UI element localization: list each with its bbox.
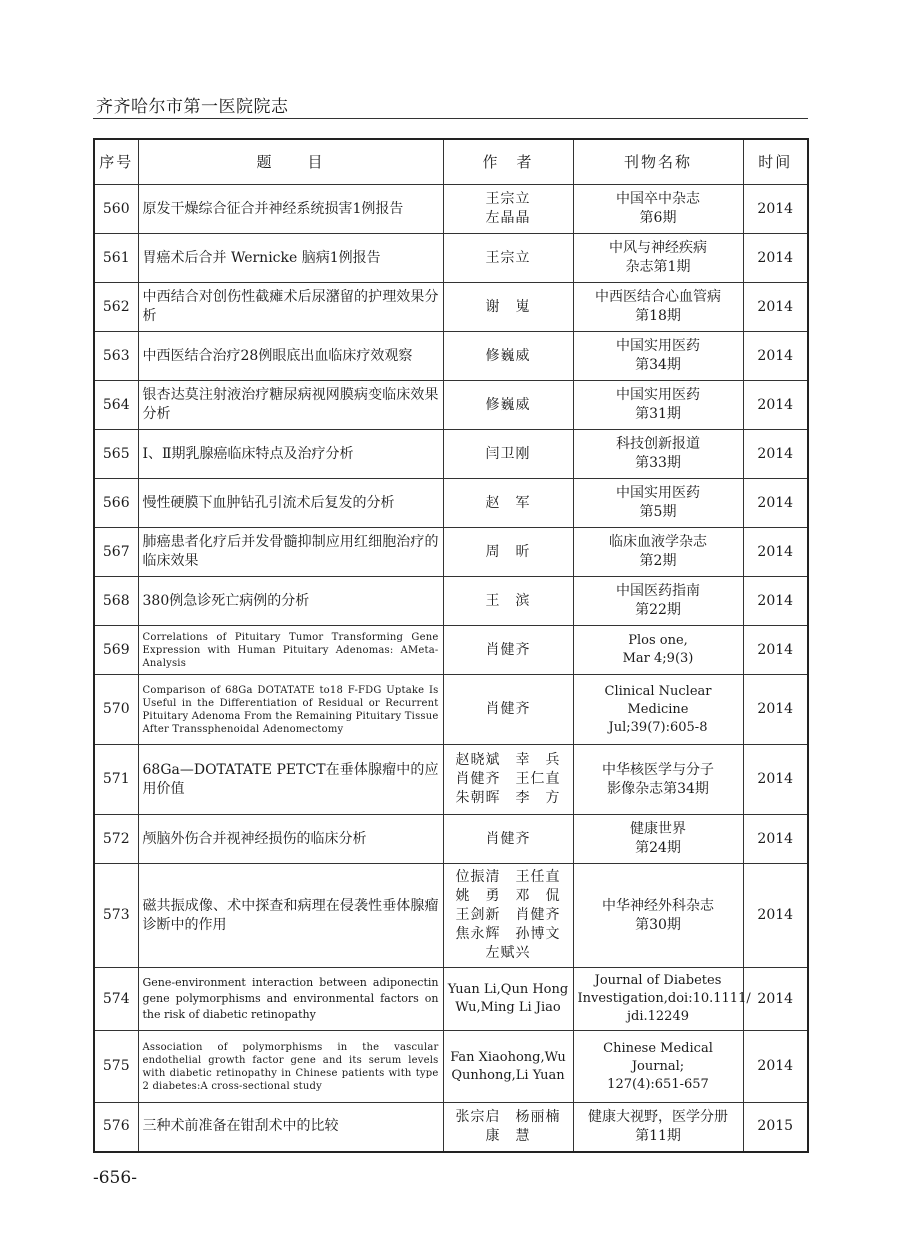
- journal-line: 中国实用医药: [616, 387, 700, 403]
- author-line: 王剑新 肖健齐: [455, 907, 561, 923]
- journal-line: jdi.12249: [627, 1009, 689, 1024]
- table-row: [94, 430, 808, 479]
- author-line: 焦永辉 孙博文: [455, 926, 561, 942]
- cell-authors: [443, 577, 573, 626]
- cell-no: 565: [94, 430, 138, 479]
- author-line: 王宗立: [485, 191, 531, 207]
- author-line: 左晶晶: [485, 210, 531, 226]
- column-header-no: 序号: [94, 139, 138, 185]
- journal-line: Jul;39(7):605-8: [608, 719, 708, 735]
- cell-title: 原发干燥综合征合并神经系统损害1例报告: [138, 185, 443, 234]
- cell-authors: [443, 332, 573, 381]
- cell-title: Ⅰ、Ⅱ期乳腺癌临床特点及治疗分析: [138, 430, 443, 479]
- table-row: [94, 234, 808, 283]
- cell-title: 中西结合对创伤性截瘫术后尿潴留的护理效果分析: [138, 283, 443, 332]
- journal-line: 中国卒中杂志: [616, 191, 700, 207]
- cell-journal: [573, 479, 743, 528]
- cell-year: 2014: [743, 864, 808, 968]
- journal-line: 第11期: [635, 1127, 681, 1144]
- cell-no: 567: [94, 528, 138, 577]
- table-row: [94, 185, 808, 234]
- cell-journal: [573, 968, 751, 1031]
- cell-no: 562: [94, 283, 138, 332]
- author-line: 朱朝晖 李 方: [455, 790, 561, 806]
- journal-line: Medicine: [627, 701, 689, 717]
- cell-title: 68Ga—DOTATATE PETCT在垂体腺瘤中的应用价值: [138, 745, 443, 815]
- cell-title: Correlations of Pituitary Tumor Transforming Gene Expression with Human Pituitary Adenomas: AMeta-Analysis: [138, 626, 443, 675]
- author-line: 位振清 王任直: [455, 869, 561, 885]
- author-line: Yuan Li,Qun Hong: [447, 982, 569, 997]
- table-row: [94, 1103, 808, 1152]
- author-line: 肖健齐 王仁直: [455, 771, 561, 787]
- author-line: 修巍威: [485, 396, 531, 413]
- author-line: 王 滨: [485, 592, 531, 609]
- column-header-year: 时间: [743, 139, 808, 185]
- journal-line: 中风与神经疾病: [609, 240, 707, 256]
- cell-no: 560: [94, 185, 138, 234]
- author-line: 王宗立: [485, 249, 531, 266]
- journal-line: 健康大视野，医学分册: [588, 1108, 728, 1125]
- cell-no: 563: [94, 332, 138, 381]
- cell-title: 中西医结合治疗28例眼底出血临床疗效观察: [138, 332, 443, 381]
- table-row: [94, 283, 808, 332]
- journal-line: Mar 4;9(3): [622, 651, 694, 666]
- author-line: 姚 勇 邓 侃: [455, 888, 561, 904]
- journal-line: 杂志第1期: [625, 259, 691, 275]
- journal-line: 中华神经外科杂志: [602, 897, 714, 914]
- cell-year: 2014: [743, 626, 808, 675]
- cell-no: 569: [94, 626, 138, 675]
- journal-line: 第33期: [635, 455, 681, 471]
- author-line: 赵 军: [485, 494, 531, 511]
- cell-title: 肺癌患者化疗后并发骨髓抑制应用红细胞治疗的临床效果: [138, 528, 443, 577]
- cell-no: 570: [94, 675, 138, 745]
- table-row: [94, 577, 808, 626]
- cell-year: 2014: [743, 381, 808, 430]
- journal-line: 健康世界: [630, 821, 686, 837]
- cell-year: 2014: [743, 234, 808, 283]
- author-line: 康 慧: [485, 1127, 531, 1144]
- table-row: [94, 626, 808, 675]
- journal-line: 第30期: [635, 916, 681, 933]
- cell-year: 2014: [743, 430, 808, 479]
- cell-journal: [573, 577, 743, 626]
- publication-table: [93, 138, 809, 1153]
- cell-authors: [443, 815, 573, 864]
- cell-journal: [573, 815, 743, 864]
- cell-journal: [573, 234, 743, 283]
- cell-journal: [573, 745, 743, 815]
- journal-line: 第31期: [635, 406, 681, 422]
- cell-no: 572: [94, 815, 138, 864]
- cell-no: 574: [94, 968, 138, 1031]
- cell-authors: [443, 675, 573, 745]
- cell-title: 磁共振成像、术中探查和病理在侵袭性垂体腺瘤诊断中的作用: [138, 864, 443, 968]
- journal-line: 中国医药指南: [616, 583, 700, 599]
- author-line: 肖健齐: [485, 701, 531, 717]
- table-row: [94, 745, 808, 815]
- author-line: Fan Xiaohong,Wu: [450, 1049, 566, 1065]
- journal-line: 第34期: [635, 357, 681, 373]
- cell-no: 566: [94, 479, 138, 528]
- table-row: [94, 381, 808, 430]
- author-line: Wu,Ming Li Jiao: [455, 1000, 561, 1015]
- cell-journal: [573, 332, 743, 381]
- author-line: 肖健齐: [485, 830, 531, 847]
- cell-journal: [573, 864, 743, 968]
- cell-year: 2014: [743, 332, 808, 381]
- journal-line: 第22期: [635, 602, 681, 618]
- cell-year: 2014: [743, 745, 808, 815]
- cell-journal: [573, 1031, 743, 1103]
- cell-authors: [443, 234, 573, 283]
- page-header-title: 齐齐哈尔市第一医院院志: [96, 97, 289, 117]
- cell-year: 2014: [743, 528, 808, 577]
- cell-no: 571: [94, 745, 138, 815]
- cell-authors: [443, 1031, 573, 1103]
- cell-title: 胃癌术后合并 Wernicke 脑病1例报告: [138, 234, 443, 283]
- table-row: [94, 864, 808, 968]
- cell-no: 568: [94, 577, 138, 626]
- cell-title: 380例急诊死亡病例的分析: [138, 577, 443, 626]
- author-line: Qunhong,Li Yuan: [451, 1067, 565, 1083]
- cell-journal: [573, 528, 743, 577]
- page-number: -656-: [93, 1168, 137, 1188]
- author-line: 谢 嵬: [485, 298, 531, 315]
- journal-line: 临床血液学杂志: [609, 534, 707, 550]
- cell-journal: [573, 185, 743, 234]
- journal-line: Clinical Nuclear: [604, 683, 712, 699]
- cell-title: 银杏达莫注射液治疗糖尿病视网膜病变临床效果分析: [138, 381, 443, 430]
- cell-year: 2014: [743, 283, 808, 332]
- cell-year: 2014: [743, 675, 808, 745]
- journal-line: 影像杂志第34期: [607, 780, 709, 797]
- cell-year: 2014: [743, 577, 808, 626]
- cell-authors: [443, 968, 573, 1031]
- cell-title: 颅脑外伤合并视神经损伤的临床分析: [138, 815, 443, 864]
- table-header-row: [94, 139, 808, 185]
- cell-no: 575: [94, 1031, 138, 1103]
- cell-authors: [443, 381, 573, 430]
- cell-year: 2014: [743, 815, 808, 864]
- table-row: [94, 675, 808, 745]
- author-line: 左赋兴: [485, 945, 531, 961]
- cell-authors: [443, 479, 573, 528]
- author-line: 闫卫刚: [485, 445, 531, 462]
- cell-no: 573: [94, 864, 138, 968]
- cell-authors: [443, 430, 573, 479]
- cell-no: 576: [94, 1103, 138, 1152]
- cell-journal: [573, 430, 743, 479]
- author-line: 修巍威: [485, 347, 531, 364]
- cell-journal: [573, 675, 743, 745]
- journal-line: 科技创新报道: [616, 436, 700, 452]
- journal-line: 第24期: [635, 840, 681, 856]
- author-line: 周 昕: [485, 543, 531, 560]
- column-header-title: 题 目: [138, 139, 443, 185]
- cell-authors: [443, 745, 573, 815]
- cell-year: 2015: [743, 1103, 808, 1152]
- cell-title: Association of polymorphisms in the vascular endothelial growth factor gene and its serum levels with diabetic retinopathy in Chinese patients with type 2 diabetes:A cross-sectional study: [138, 1031, 443, 1103]
- cell-year: 2014: [743, 1031, 808, 1103]
- journal-line: 第6期: [639, 210, 677, 226]
- author-line: 赵晓斌 幸 兵: [455, 752, 561, 768]
- journal-line: 中国实用医药: [616, 485, 700, 501]
- header-divider: [93, 118, 808, 119]
- table-row: [94, 1031, 808, 1103]
- cell-journal: [573, 283, 743, 332]
- cell-authors: [443, 185, 573, 234]
- cell-journal: [573, 381, 743, 430]
- journal-line: 第2期: [639, 553, 677, 569]
- author-line: 肖健齐: [485, 641, 531, 658]
- journal-line: 127(4):651-657: [607, 1076, 709, 1092]
- journal-line: 中华核医学与分子: [602, 761, 714, 778]
- cell-journal: [573, 626, 743, 675]
- cell-journal: [573, 1103, 743, 1152]
- cell-authors: [443, 626, 573, 675]
- cell-no: 564: [94, 381, 138, 430]
- table-row: [94, 968, 808, 1031]
- journal-line: 第18期: [635, 308, 681, 324]
- cell-title: 三种术前准备在钳刮术中的比较: [138, 1103, 443, 1152]
- cell-title: 慢性硬膜下血肿钻孔引流术后复发的分析: [138, 479, 443, 528]
- journal-line: Investigation,doi:10.1111/: [577, 991, 751, 1006]
- journal-line: Chinese Medical Journal;: [603, 1040, 713, 1074]
- journal-line: Plos one,: [628, 633, 688, 648]
- cell-authors: [443, 864, 573, 968]
- cell-year: 2014: [743, 479, 808, 528]
- cell-year: 2014: [743, 968, 808, 1031]
- journal-line: 中西医结合心血管病: [595, 289, 721, 305]
- journal-line: 第5期: [639, 504, 677, 520]
- cell-title: Gene-environment interaction between adiponectin gene polymorphisms and environmental factors on the risk of diabetic retinopathy: [138, 968, 443, 1031]
- cell-year: 2014: [743, 185, 808, 234]
- table-row: [94, 815, 808, 864]
- table-row: [94, 528, 808, 577]
- cell-authors: [443, 1103, 573, 1152]
- table-row: [94, 479, 808, 528]
- journal-line: Journal of Diabetes: [594, 973, 722, 988]
- table-body: [94, 185, 808, 1152]
- table-row: [94, 332, 808, 381]
- cell-authors: [443, 283, 573, 332]
- journal-line: 中国实用医药: [616, 338, 700, 354]
- cell-authors: [443, 528, 573, 577]
- cell-no: 561: [94, 234, 138, 283]
- column-header-author: 作 者: [443, 139, 573, 185]
- cell-title: Comparison of 68Ga DOTATATE to18 F-FDG Uptake Is Useful in the Differentiation of Residual or Recurrent Pituitary Adenoma From the Remaining Pituitary Tissue After Transsphenoidal Adenomectomy: [138, 675, 443, 745]
- author-line: 张宗启 杨丽楠: [455, 1108, 561, 1125]
- column-header-journal: 刊物名称: [573, 139, 743, 185]
